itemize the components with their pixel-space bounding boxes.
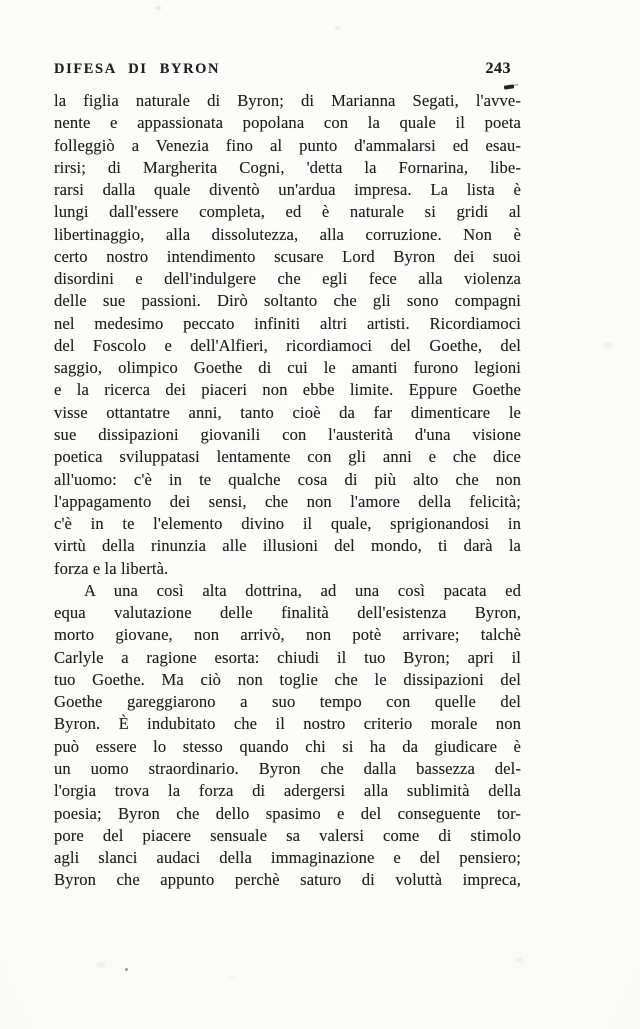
ink-speck <box>155 6 161 10</box>
text-line: c'è in te l'elemento divino il quale, sprigionandosi in <box>54 514 521 534</box>
text-line: poesia; Byron che dello spasimo e del conseguente tor- <box>54 803 521 823</box>
text-line: nente e appassionata popolana con la quale il poeta <box>54 113 521 133</box>
text-line: sue dissipazioni giovanili con l'austerità d'una visione <box>54 424 521 444</box>
page-number: 243 <box>485 60 511 77</box>
ink-speck <box>335 26 340 30</box>
ink-speck <box>516 958 522 962</box>
text-line: l'orgia trova la forza di adergersi alla sublimità della <box>54 781 521 801</box>
text-line: poetica sviluppatasi lentamente con gli anni e che dice <box>54 447 521 467</box>
text-line: virtù della rinunzia alle illusioni del mondo, ti darà la <box>54 536 521 556</box>
text-line: può essere lo stesso quando chi si ha da giudicare è <box>54 736 521 756</box>
text-line: all'uomo: c'è in te qualche cosa di più alto che non <box>54 469 521 489</box>
text-line: saggio, olimpico Goethe di cui le amanti furono legioni <box>54 358 521 378</box>
ink-speck <box>504 84 514 89</box>
text-line: libertinaggio, alla dissolutezza, alla corruzione. Non è <box>54 224 521 244</box>
text-line: rarsi dalla quale diventò un'ardua impresa. La lista è <box>54 180 521 200</box>
running-title: DIFESA DI BYRON <box>54 61 221 77</box>
text-line: disordini e dell'indulgere che egli fece alla violenza <box>54 269 521 289</box>
text-line: Byron. È indubitato che il nostro criterio morale non <box>54 714 521 734</box>
text-line: pore del piacere sensuale sa valersi come di stimolo <box>54 825 521 845</box>
text-line: A una così alta dottrina, ad una così pacata ed <box>84 580 521 600</box>
text-line: folleggiò a Venezia fino al punto d'ammalarsi ed esau- <box>54 135 521 155</box>
text-line: delle sue passioni. Dirò soltanto che gli sono compagni <box>54 291 521 311</box>
text-line: morto giovane, non arrivò, non potè arrivare; talchè <box>54 625 521 645</box>
text-line: rirsi; di Margherita Cogni, 'detta la Fornarina, libe- <box>54 157 521 177</box>
ink-speck <box>228 975 235 979</box>
ink-speck <box>96 962 105 968</box>
text-line: Carlyle a ragione esorta: chiudi il tuo Byron; apri il <box>54 647 521 667</box>
page-body <box>54 90 521 892</box>
text-line: e la ricerca dei piaceri non ebbe limite. Eppure Goethe <box>54 380 521 400</box>
text-line: la figlia naturale di Byron; di Marianna Segati, l'avve- <box>54 91 521 110</box>
ink-speck <box>125 968 128 971</box>
text-line: del Foscolo e dell'Alfieri, ricordiamoci del Goethe, del <box>54 335 521 355</box>
text-line: lungi dall'essere completa, ed è naturale si gridi al <box>54 202 521 222</box>
text-line: tuo Goethe. Ma ciò non toglie che le dissipazioni del <box>54 669 521 689</box>
text-line: equa valutazione delle finalità dell'esistenza Byron, <box>54 603 521 623</box>
ink-speck <box>604 342 612 348</box>
text-line: forza e la libertà. <box>54 558 169 578</box>
text-line: l'appagamento dei sensi, che non l'amore della felicità; <box>54 491 521 511</box>
text-line: Goethe gareggiarono a suo tempo con quelle del <box>54 692 521 712</box>
text-line: certo nostro intendimento scusare Lord Byron dei suoi <box>54 246 521 266</box>
text-line: Byron che appunto perchè saturo di voluttà impreca, <box>54 870 521 890</box>
text-line: nel medesimo peccato infiniti altri artisti. Ricordiamoci <box>54 313 521 333</box>
text-line: agli slanci audaci della immaginazione e del pensiero; <box>54 848 521 868</box>
page-header <box>54 60 511 78</box>
text-line: un uomo straordinario. Byron che dalla bassezza del- <box>54 758 521 778</box>
text-line: visse ottantatre anni, tanto cioè da far dimenticare le <box>54 402 521 422</box>
